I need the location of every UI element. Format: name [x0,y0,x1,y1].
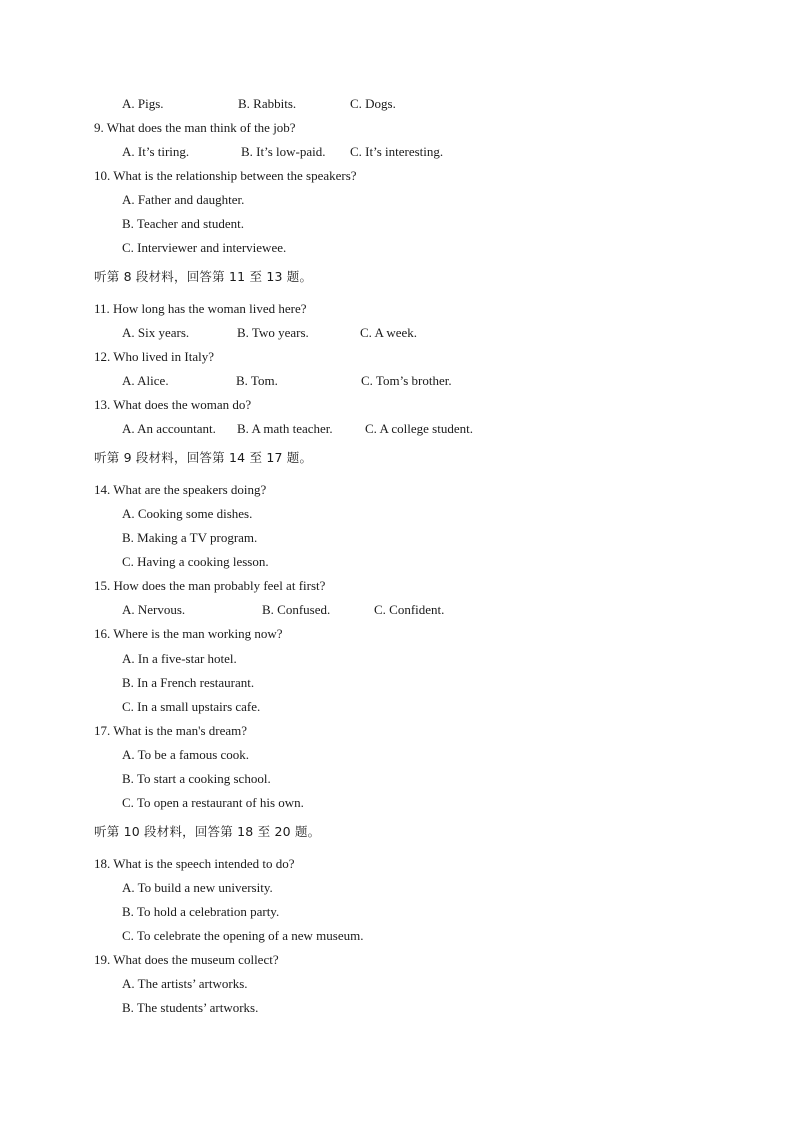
question-10: 10. What is the relationship between the speakers? [94,168,357,183]
q12-option-c: C. Tom’s brother. [361,373,452,388]
q13-option-c: C. A college student. [365,421,473,436]
section-10-heading: 听第 10 段材料，回答第 18 至 20 题。 [94,824,321,839]
q10-option-c: C. Interviewer and interviewee. [122,240,287,255]
q14-option-a: A. Cooking some dishes. [122,506,253,521]
q19-option-b: B. The students’ artworks. [122,1000,259,1015]
section-9-heading: 听第 9 段材料，回答第 14 至 17 题。 [94,450,313,465]
question-15: 15. How does the man probably feel at first? [94,578,326,593]
q9-option-c: C. It’s interesting. [350,144,444,159]
q12-option-b: B. Tom. [236,373,278,388]
q18-option-c: C. To celebrate the opening of a new museum. [122,928,364,943]
question-13: 13. What does the woman do? [94,397,252,412]
q16-option-c: C. In a small upstairs cafe. [122,699,261,714]
question-11: 11. How long has the woman lived here? [94,301,307,316]
q16-option-a: A. In a five-star hotel. [122,651,237,666]
q18-option-a: A. To build a new university. [122,880,273,895]
q15-option-c: C. Confident. [374,602,445,617]
q8-option-c: C. Dogs. [350,96,396,111]
q13-option-a: A. An accountant. [122,421,216,436]
q18-option-b: B. To hold a celebration party. [122,904,280,919]
question-17: 17. What is the man's dream? [94,723,248,738]
question-12: 12. Who lived in Italy? [94,349,214,364]
q16-option-b: B. In a French restaurant. [122,675,255,690]
q10-option-a: A. Father and daughter. [122,192,245,207]
q11-option-c: C. A week. [360,325,418,340]
q11-option-a: A. Six years. [122,325,190,340]
q17-option-b: B. To start a cooking school. [122,771,271,786]
q9-option-a: A. It’s tiring. [122,144,190,159]
question-14: 14. What are the speakers doing? [94,482,267,497]
q11-option-b: B. Two years. [237,325,309,340]
question-9: 9. What does the man think of the job? [94,120,296,135]
q12-option-a: A. Alice. [122,373,169,388]
q14-option-c: C. Having a cooking lesson. [122,554,269,569]
q15-option-a: A. Nervous. [122,602,186,617]
question-19: 19. What does the museum collect? [94,952,279,967]
q10-option-b: B. Teacher and student. [122,216,244,231]
question-18: 18. What is the speech intended to do? [94,856,295,871]
q13-option-b: B. A math teacher. [237,421,333,436]
q17-option-a: A. To be a famous cook. [122,747,250,762]
q8-option-a: A. Pigs. [122,96,164,111]
q17-option-c: C. To open a restaurant of his own. [122,795,304,810]
question-16: 16. Where is the man working now? [94,626,283,641]
q15-option-b: B. Confused. [262,602,331,617]
q19-option-a: A. The artists’ artworks. [122,976,248,991]
q8-option-b: B. Rabbits. [238,96,297,111]
q14-option-b: B. Making a TV program. [122,530,258,545]
q9-option-b: B. It’s low-paid. [241,144,326,159]
section-8-heading: 听第 8 段材料，回答第 11 至 13 题。 [94,269,313,284]
